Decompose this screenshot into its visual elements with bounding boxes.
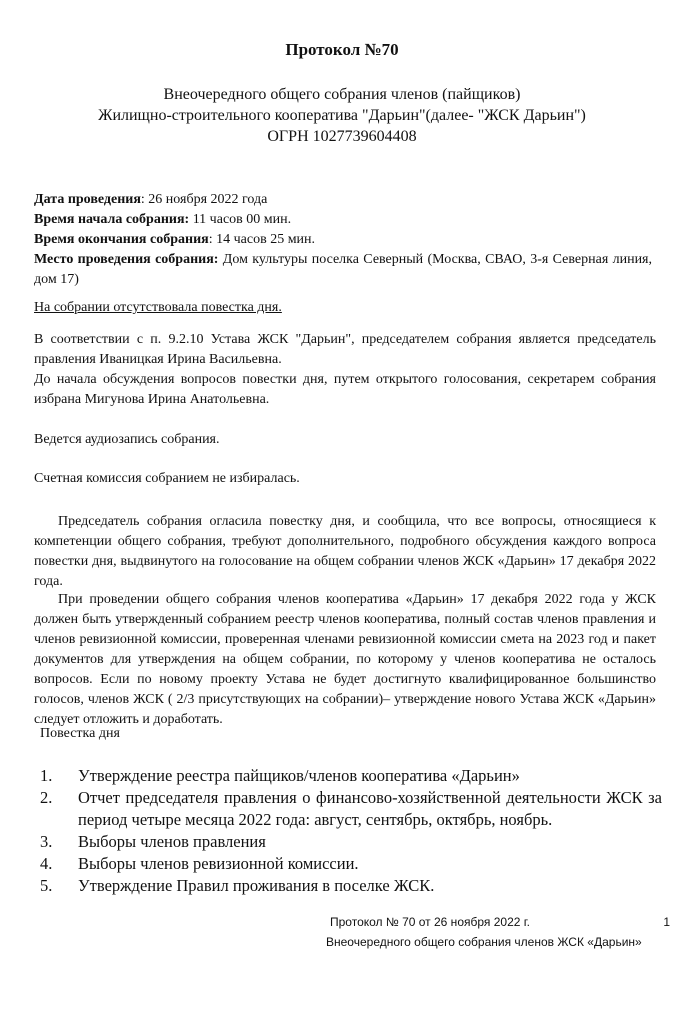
meeting-requirements-paragraph: При проведении общего собрания членов кооператива «Дарьин» 17 декабря 2022 года у ЖСК должен быть утвержденный собранием реестр членов кооператива, полный состав членов правления и членов ревизионной комиссии, проверенная членами ревизионной комиссии смета на 2023 год и пакет документов для утверждения на общем собрании, по которому у членов кооператива не осталось вопросов. Если по новому проекту Устава не будет достигнуто квалифицированное большинство голосов, членов ЖСК ( 2/3 присутствующих на собрании)– утверждение нового Устава ЖСК «Дарьин» следует отложить и доработать.	[34, 592, 656, 727]
agenda-item-text: Утверждение Правил проживания в поселке ЖСК.	[78, 876, 435, 895]
meeting-start	[34, 210, 652, 230]
meeting-date-value: : 26 ноября 2022 года	[140, 192, 268, 207]
audio-paragraph: Ведется аудиозапись собрания.	[34, 432, 220, 447]
counting-commission-paragraph: Счетная комиссия собранием не избиралась.	[34, 471, 300, 486]
agenda-item-number: 5.	[40, 876, 53, 895]
subtitle-line-2: Жилищно-строительного кооператива "Дарьин"(далее- "ЖСК Дарьин")	[98, 107, 586, 124]
agenda-item-number: 1.	[40, 766, 53, 785]
agenda-item-text: Утверждение реестра пайщиков/членов кооператива «Дарьин»	[78, 766, 520, 785]
agenda-item-text: Отчет председателя правления о финансово-хозяйственной деятельности ЖСК за период четыре месяца 2022 года: август, сентябрь, октябрь, ноябрь.	[78, 788, 662, 829]
agenda-announcement-paragraph: Председатель собрания огласила повестку дня, и сообщила, что все вопросы, относящиеся к компетенции общего собрания, требуют дополнительного, подробного обсуждения каждого вопроса повестки дня, выдвинутого на голосование на общем собрании членов ЖСК «Дарьин» 17 декабря 2022 года.	[34, 514, 656, 589]
document-title: Протокол №70	[285, 40, 399, 59]
chair-paragraph: В соответствии с п. 9.2.10 Устава ЖСК "Дарьин", председателем собрания является председатель правления Иваницкая Ирина Васильевна.	[34, 332, 656, 367]
document-subtitle	[0, 84, 684, 147]
meeting-place-value: Дом культуры поселка Северный (Москва, СВАО, 3-я Северная линия, дом 17)	[34, 252, 652, 287]
no-agenda-note: На собрании отсутствовала повестка дня.	[34, 300, 282, 315]
agenda-heading: Повестка дня	[40, 726, 120, 741]
agenda-item-text: Выборы членов правления	[78, 832, 266, 851]
meeting-start-label: Время начала собрания:	[34, 212, 190, 227]
subtitle-line-3: ОГРН 1027739604408	[267, 128, 417, 145]
subtitle-line-1: Внеочередного общего собрания членов (пайщиков)	[163, 86, 521, 103]
agenda-item	[40, 853, 662, 875]
agenda-item-number: 2.	[40, 788, 53, 807]
agenda-item	[40, 875, 662, 897]
page-number: 1	[663, 915, 670, 929]
meeting-end	[34, 230, 652, 250]
agenda-item	[40, 765, 662, 787]
meeting-date-label: Дата проведения	[34, 192, 141, 207]
agenda-item	[40, 787, 662, 831]
agenda-list	[40, 765, 662, 897]
meeting-place-label: Место проведения собрания:	[34, 252, 219, 267]
footer-line-2: Внеочередного общего собрания членов ЖСК «Дарьин»	[326, 935, 642, 949]
footer-protocol-ref: Протокол № 70 от 26 ноября 2022 г.	[330, 915, 531, 929]
agenda-item-text: Выборы членов ревизионной комиссии.	[78, 854, 359, 873]
agenda-item	[40, 831, 662, 853]
meeting-place	[34, 250, 652, 290]
meeting-end-value: : 14 часов 25 мин.	[208, 232, 316, 247]
agenda-item-number: 3.	[40, 832, 53, 851]
meeting-start-value: 11 часов 00 мин.	[189, 212, 292, 227]
secretary-paragraph: До начала обсуждения вопросов повестки дня, путем открытого голосования, секретарем собрания избрана Мигунова Ирина Анатольевна.	[34, 372, 656, 407]
page-footer	[300, 912, 670, 952]
meeting-end-label: Время окончания собрания	[34, 232, 209, 247]
meeting-details	[34, 190, 652, 290]
meeting-date	[34, 190, 652, 210]
footer-line-1	[300, 912, 670, 932]
agenda-item-number: 4.	[40, 854, 53, 873]
